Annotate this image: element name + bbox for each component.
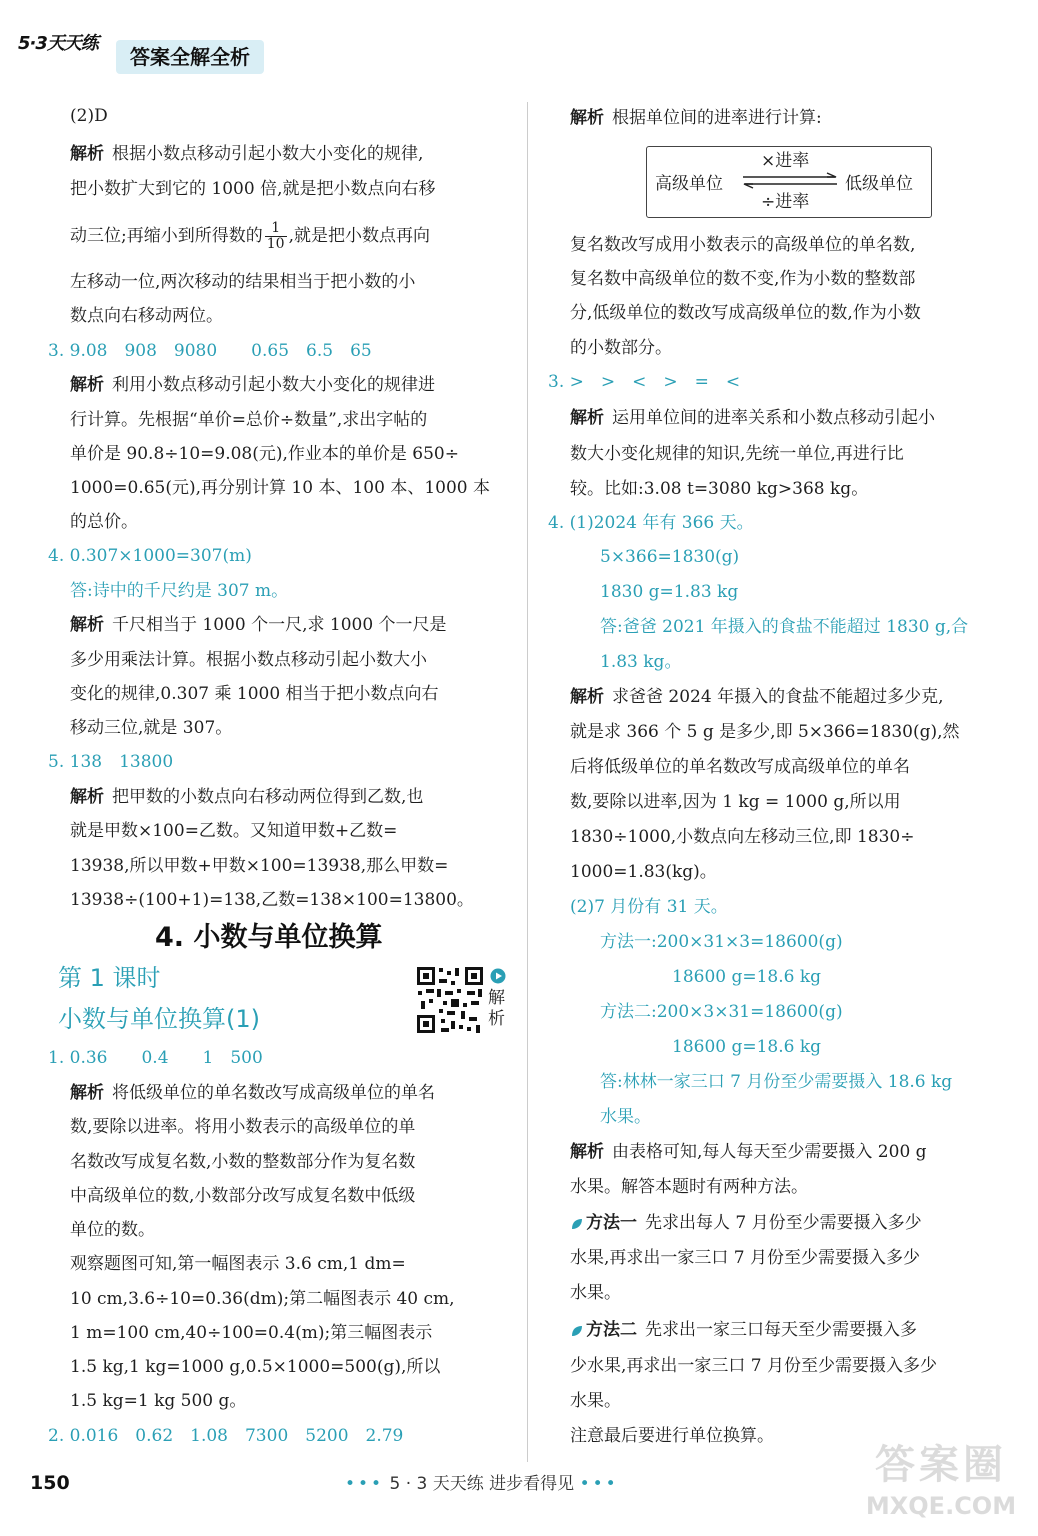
analysis-line [570, 107, 822, 129]
answer-4-reply: 1.83 kg。 [600, 652, 682, 672]
method-2-calc: 方法二:200×3×31=18600(g) [600, 1002, 843, 1022]
watermark-title: 答案圈 [875, 1442, 1007, 1488]
unit-conversion-diagram [646, 146, 932, 218]
answer-4-step: 5×366=1830(g) [600, 547, 740, 567]
text-line: 中高级单位的数,小数部分改写成复名数中低级 [70, 1186, 416, 1206]
text-line: 少水果,再求出一家三口 7 月份至少需要摄入多少 [570, 1356, 938, 1376]
method-1-calc: 方法一:200×31×3=18600(g) [600, 932, 843, 952]
text-line: 数,要除以进率,因为 1 kg = 1000 g,所以用 [570, 792, 901, 812]
footer-slogan [345, 1472, 619, 1496]
header-title: 答案全解全析 [116, 40, 264, 74]
analysis-label: 解析 [70, 144, 104, 164]
text-line: 水果。解答本题时有两种方法。 [570, 1177, 808, 1197]
method-2-result: 18600 g=18.6 kg [672, 1037, 822, 1057]
answer-4-step: 1830 g=1.83 kg [600, 582, 739, 602]
fraction [265, 221, 287, 252]
answer-4: 4. 0.307×1000=307(m) [48, 546, 252, 566]
text: 由表格可知,每人每天至少需要摄入 200 g [612, 1142, 927, 1162]
text: ,就是把小数点再向 [288, 226, 430, 246]
answer-2: (2)D [70, 106, 108, 126]
logo: 5·3天天练 [18, 33, 98, 54]
analysis-label: 解析 [570, 1142, 604, 1162]
text-line: 名数改写成复名数,小数的整数部分作为复名数 [70, 1152, 416, 1172]
diagram-high-unit: 高级单位 [655, 174, 723, 194]
analysis-label: 解析 [570, 687, 604, 707]
analysis-label: 解析 [70, 787, 104, 807]
answer-4-part2-reply: 水果。 [600, 1107, 651, 1127]
text: 动三位;再缩小到所得数的 [70, 226, 263, 246]
text-line: 单价是 90.8÷10=9.08(元),作业本的单价是 650÷ [70, 444, 459, 464]
text-line: 行计算。先根据“单价=总价÷数量”,求出字帖的 [70, 410, 428, 430]
text: 千尺相当于 1000 个一尺,求 1000 个一尺是 [112, 615, 447, 635]
text-line: 1.5 kg,1 kg=1000 g,0.5×1000=500(g),所以 [70, 1357, 441, 1377]
text-line: 就是甲数×100=乙数。又知道甲数+乙数= [70, 821, 398, 841]
text: 运用单位间的进率关系和小数点移动引起小 [612, 408, 935, 428]
section-title: 4. 小数与单位换算 [155, 922, 383, 953]
lesson-number: 第 1 课时 [58, 964, 161, 992]
diagram-multiply-rate: ×进率 [761, 151, 810, 171]
analysis-label: 解析 [70, 1083, 104, 1103]
text: 把甲数的小数点向右移动两位得到乙数,也 [112, 787, 424, 807]
lesson-answer-2: 2. 0.016 0.62 1.08 7300 5200 2.79 [48, 1426, 404, 1446]
text-line: 左移动一位,两次移动的结果相当于把小数的小 [70, 272, 416, 292]
answer-4-reply: 答:诗中的千尺约是 307 m。 [70, 581, 289, 601]
text-line: 1.5 kg=1 kg 500 g。 [70, 1391, 247, 1411]
text-line: 移动三位,就是 307。 [70, 718, 233, 738]
analysis-label: 解析 [570, 108, 604, 128]
diagram-low-unit: 低级单位 [845, 174, 913, 194]
lesson-answer-1: 1. 0.36 0.4 1 500 [48, 1048, 263, 1068]
text-line: 的总价。 [70, 512, 138, 532]
text: 求爸爸 2024 年摄入的食盐不能超过多少克, [612, 687, 944, 707]
text-line: 数大小变化规律的知识,先统一单位,再进行比 [570, 444, 904, 464]
analysis-line [70, 374, 435, 396]
watermark-url: MXQE.COM [865, 1492, 1017, 1520]
play-icon [490, 968, 506, 984]
text-line: 1000=1.83(kg)。 [570, 862, 717, 882]
answer-3-right: 3. > > < > = < [548, 372, 741, 392]
text-line: 复名数改写成用小数表示的高级单位的单名数, [570, 235, 916, 255]
answer-4-part2-reply: 答:林林一家三口 7 月份至少需要摄入 18.6 kg [600, 1072, 953, 1092]
text-line: 13938÷(100+1)=138,乙数=138×100=13800。 [70, 890, 474, 910]
lesson-title: 小数与单位换算(1) [58, 1005, 260, 1033]
text-line: 数点向右移动两位。 [70, 306, 223, 326]
text-line: 13938,所以甲数+甲数×100=13938,那么甲数= [70, 856, 449, 876]
text-line: 1 m=100 cm,40÷100=0.4(m);第三幅图表示 [70, 1323, 433, 1343]
answer-5: 5. 138 13800 [48, 752, 174, 772]
text-line: 多少用乘法计算。根据小数点移动引起小数大小 [70, 650, 427, 670]
text: 先求出每人 7 月份至少需要摄入多少 [645, 1213, 922, 1233]
text-line: 把小数扩大到它的 1000 倍,就是把小数点向右移 [70, 179, 436, 199]
qr-label: 解析 [488, 988, 505, 1029]
header [18, 14, 278, 74]
analysis-line [70, 614, 447, 636]
analysis-label: 解析 [70, 615, 104, 635]
text: 根据单位间的进率进行计算: [612, 108, 822, 128]
text: 先求出一家三口每天至少需要摄入多 [645, 1320, 917, 1340]
text-line [70, 221, 430, 252]
text-line: 的小数部分。 [570, 338, 672, 358]
text-line: 单位的数。 [70, 1220, 155, 1240]
footer-dots-right: ••• [579, 1474, 619, 1494]
text-line: 较。比如:3.08 t=3080 kg>368 kg。 [570, 479, 869, 499]
watermark [852, 1440, 1030, 1532]
text-line: 1830÷1000,小数点向左移动三位,即 1830÷ [570, 827, 915, 847]
text-line: 就是求 366 个 5 g 是多少,即 5×366=1830(g),然 [570, 722, 960, 742]
text-line: 复名数中高级单位的数不变,作为小数的整数部 [570, 269, 916, 289]
text-line: 分,低级单位的数改写成高级单位的数,作为小数 [570, 303, 921, 323]
qr-code[interactable] [415, 965, 485, 1035]
slogan-text: 5 · 3 天天练 进步看得见 [389, 1474, 575, 1494]
text: 将低级单位的单名数改写成高级单位的单名 [112, 1083, 435, 1103]
analysis-line [570, 407, 935, 429]
analysis-line [70, 143, 423, 165]
analysis-line [570, 686, 943, 708]
text: 利用小数点移动引起小数大小变化的规律进 [112, 375, 435, 395]
fraction-den: 10 [266, 236, 285, 252]
method-2 [570, 1319, 917, 1341]
method-2-label: 方法二 [586, 1320, 637, 1340]
text-line: 变化的规律,0.307 乘 1000 相当于把小数点向右 [70, 684, 439, 704]
text-line: 10 cm,3.6÷10=0.36(dm);第二幅图表示 40 cm, [70, 1289, 455, 1309]
text-line: 水果。 [570, 1391, 621, 1411]
footer-dots-left: ••• [345, 1474, 385, 1494]
diagram-divide-rate: ÷进率 [761, 192, 810, 212]
column-divider [527, 102, 528, 1462]
text-line: 水果。 [570, 1283, 621, 1303]
text-line: 观察题图可知,第一幅图表示 3.6 cm,1 dm= [70, 1254, 406, 1274]
text-line: 数,要除以进率。将用小数表示的高级单位的单 [70, 1117, 416, 1137]
analysis-line [70, 1082, 435, 1104]
text: 根据小数点移动引起小数大小变化的规律, [112, 144, 424, 164]
answer-4-right: 4. (1)2024 年有 366 天。 [548, 513, 754, 533]
analysis-line [70, 786, 423, 808]
page-number: 150 [30, 1472, 70, 1494]
analysis-line [570, 1141, 927, 1163]
leaf-icon [570, 1324, 584, 1338]
answer-4-part2: (2)7 月份有 31 天。 [570, 897, 728, 917]
text-line: 后将低级单位的单名数改写成高级单位的单名 [570, 757, 910, 777]
text-line: 注意最后要进行单位换算。 [570, 1426, 774, 1446]
method-1 [570, 1212, 922, 1234]
double-arrow-icon [739, 172, 841, 190]
method-1-label: 方法一 [586, 1213, 637, 1233]
answer-3: 3. 9.08 908 9080 0.65 6.5 65 [48, 341, 372, 361]
analysis-label: 解析 [70, 375, 104, 395]
method-1-result: 18600 g=18.6 kg [672, 967, 822, 987]
text-line: 1000=0.65(元),再分别计算 10 本、100 本、1000 本 [70, 478, 490, 498]
analysis-label: 解析 [570, 408, 604, 428]
leaf-icon [570, 1217, 584, 1231]
text-line: 水果,再求出一家三口 7 月份至少需要摄入多少 [570, 1248, 921, 1268]
fraction-num: 1 [265, 221, 287, 237]
answer-4-reply: 答:爸爸 2021 年摄入的食盐不能超过 1830 g,合 [600, 617, 969, 637]
